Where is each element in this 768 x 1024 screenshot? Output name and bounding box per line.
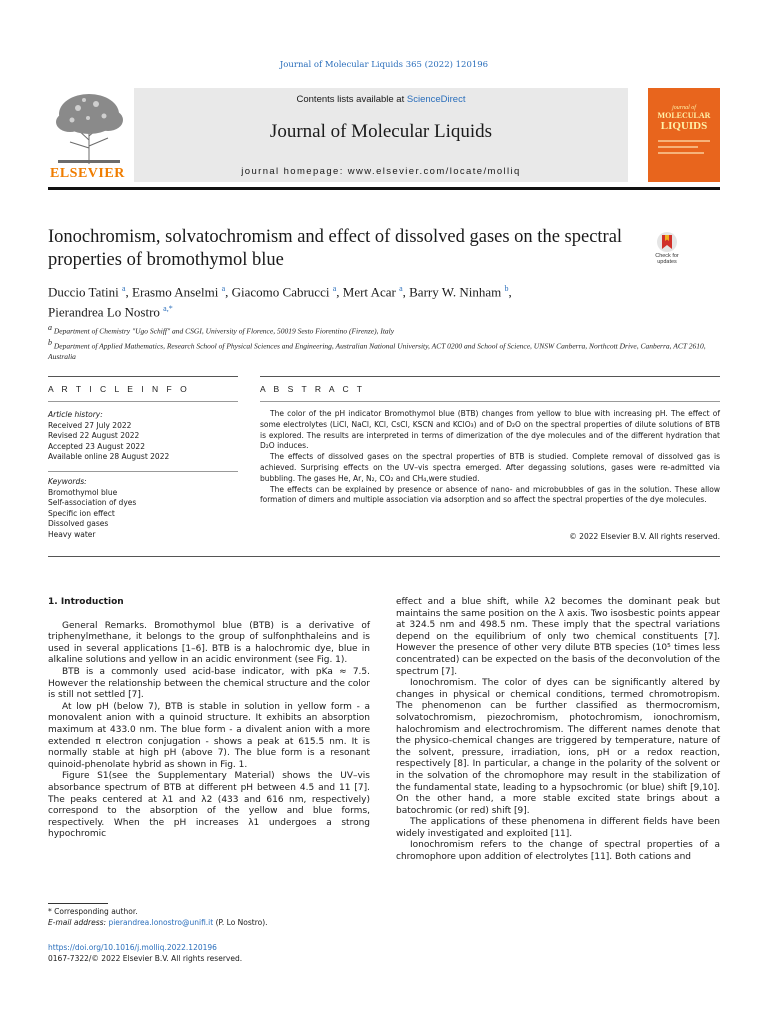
divider xyxy=(48,376,238,377)
contents-prefix: Contents lists available at xyxy=(296,94,407,105)
body-paragraph: At low pH (below 7), BTB is stable in solution in yellow form - a monovalent anion with a quinoid structure. It exhibits an absorption maximum at 433.0 nm. The blue form - a divalent anion with a more extended π electron conjugation - shows a peak at 615.5 nm. It is normally stable at high pH (above 7). The blue form is a resonant quinoid-phenolate hybrid as shown in Fig. 1. xyxy=(48,701,370,770)
author-name[interactable]: Erasmo Anselmi xyxy=(132,284,219,300)
history-item: Available online 28 August 2022 xyxy=(48,452,170,462)
affiliation-a: $^a$ Department of Chemistry "Ugo Schiff" and CSGI, University of Florence, 50019 Sesto Fiorentino (Firenze), Italy xyxy=(48,323,395,336)
author-list: Duccio Tatini $^a$, Erasmo Anselmi $^a$, Giacomo Cabrucci $^a$, Mert Acar $^a$, Barry W. Ninham $^b$, Pierandrea Lo Nostro $^{a,*}$ xyxy=(48,284,512,320)
journal-homepage[interactable]: journal homepage: www.elsevier.com/locate/molliq xyxy=(241,166,521,177)
author-affiliation-mark[interactable]: a,* xyxy=(163,304,173,314)
cover-title-line: MOLECULAR xyxy=(657,111,711,120)
article-title: Ionochromism, solvatochromism and effect of dissolved gases on the spectral properties of bromothymol blue xyxy=(48,227,623,270)
keywords-label: Keywords: xyxy=(48,476,87,486)
divider xyxy=(260,401,720,402)
journal-title: Journal of Molecular Liquids xyxy=(269,121,493,142)
abstract-body xyxy=(260,409,720,506)
author-affiliation-mark[interactable]: a xyxy=(221,284,226,293)
email-label: E-mail address: xyxy=(48,918,109,927)
author-affiliation-mark[interactable]: a xyxy=(121,284,126,293)
body-column-left xyxy=(48,597,370,841)
email-suffix: (P. Lo Nostro). xyxy=(213,918,268,927)
section-heading: 1. Introduction xyxy=(48,597,124,607)
author-name[interactable]: Giacomo Cabrucci xyxy=(231,284,330,300)
cover-title-line: LIQUIDS xyxy=(660,120,708,132)
cover-decoration xyxy=(658,146,698,148)
author-affiliation-mark[interactable]: a xyxy=(399,284,403,293)
article-info xyxy=(48,410,238,541)
abstract-paragraph: The color of the pH indicator Bromothymol blue (BTB) changes from yellow to blue with increasing pH. The effect of some electrolytes (LiCl, NaCl, KCl, CsCl, KSCN and KClO₃) and of D₂O on the spectral properties of dilute solutions of BTB is explored. The results are interpreted in terms of dimerization of the dye molecules and of the different hydration that D₂O induces. xyxy=(260,409,720,451)
keyword: Specific ion effect xyxy=(48,508,115,518)
cover-decoration xyxy=(658,140,710,142)
footnote xyxy=(48,906,368,928)
email-line xyxy=(48,917,368,928)
divider xyxy=(48,556,720,557)
divider xyxy=(48,471,238,472)
footnote-rule xyxy=(48,903,108,904)
body-paragraph: Ionochromism refers to the change of spectral properties of a chromophore upon addition of electrolytes [11]. Both cations and xyxy=(396,840,720,863)
journal-citation[interactable]: Journal of Molecular Liquids 365 (2022) 120196 xyxy=(279,60,489,70)
sciencedirect-link[interactable]: ScienceDirect xyxy=(406,94,466,105)
abstract-copyright: © 2022 Elsevier B.V. All rights reserved. xyxy=(569,532,720,541)
cover-title xyxy=(648,104,720,132)
history-item: Revised 22 August 2022 xyxy=(48,431,140,441)
check-for-updates-badge[interactable] xyxy=(648,231,686,271)
tree-icon xyxy=(48,88,130,166)
body-paragraph: General Remarks. Bromothymol blue (BTB) is a derivative of triphenylmethane, it belongs to the group of sulfonphthaleins and is used in several applications [1–6]. BTB is a halochromic dye, blue in alkaline solutions and yellow in an acidic environment (see Fig. 1). xyxy=(48,620,370,666)
corresponding-author-note: * Corresponding author. xyxy=(48,907,138,916)
publisher-name: ELSEVIER xyxy=(50,166,125,181)
keyword: Self-association of dyes xyxy=(48,498,137,508)
divider xyxy=(260,376,720,377)
history-label: Article history: xyxy=(48,410,103,419)
author-name[interactable]: Pierandrea Lo Nostro xyxy=(48,304,160,320)
email-link[interactable]: pierandrea.lonostro@unifi.it xyxy=(108,918,214,927)
keyword: Dissolved gases xyxy=(48,519,109,529)
history-item: Accepted 23 August 2022 xyxy=(48,441,145,451)
journal-masthead xyxy=(48,88,720,184)
doi-link[interactable]: https://doi.org/10.1016/j.molliq.2022.120196 xyxy=(48,943,217,952)
badge-label: Check for updates xyxy=(655,253,679,265)
bookmark-icon xyxy=(648,231,686,253)
abstract-paragraph: The effects of dissolved gases on the spectral properties of BTB is studied. Complete removal of dissolved gas is achieved. Surprising effects on the UV–vis spectra emerged. After degassing solutions, gases were re-admitted via bubbling. The gases He, Ar, N₂, CO₂ and CH₄,were studied. xyxy=(260,452,720,483)
author-affiliation-mark[interactable]: a xyxy=(332,284,337,293)
author-name[interactable]: Barry W. Ninham xyxy=(409,284,502,300)
journal-banner xyxy=(134,88,628,182)
cover-title-line: journal of xyxy=(672,105,696,111)
journal-cover-thumbnail[interactable] xyxy=(648,88,720,182)
keyword: Heavy water xyxy=(48,529,96,539)
author-name[interactable]: Mert Acar xyxy=(342,284,396,300)
divider xyxy=(48,401,238,402)
body-paragraph: effect and a blue shift, while λ2 becomes the dominant peak but maintains the same position on the λ axis. Two isosbestic points appear at 324.5 nm and 498.5 nm. These imply that the spectral variations depend on the equilibrium of only two chemical constituents [7]. However the presence of other very dilute BTB species (10⁵ times less concentrated) can be expected on the basis of the deconvolution of the spectrum [7]. xyxy=(396,597,720,677)
body-paragraph: BTB is a commonly used acid-base indicator, with pKa ≈ 7.5. However the relationship between the chemical structure and the color is still not settled [7]. xyxy=(48,666,370,701)
body-paragraph: Figure S1(see the Supplementary Material) shows the UV–vis absorbance spectrum of BTB at different pH between 4.5 and 11 [7]. The peaks centered at λ1 and λ2 (433 and 616 nm, respectively) correspond to the absorption of the yellow and blue forms, respectively. When the pH increases λ1 undergoes a strong hypochromic xyxy=(48,771,370,840)
author-affiliation-mark[interactable]: b xyxy=(504,284,509,293)
affiliation-b: $^b$ Department of Applied Mathematics, Research School of Physical Sciences and Engineering, Australian National University, ACT 0200 and School of Science, UNSW Canberra, Northcott Drive, Canberra, ACT 2610, Australia xyxy=(48,337,706,361)
body-column-right xyxy=(396,597,720,864)
abstract-paragraph: The effects can be explained by presence or absence of nano- and microbubbles of gas in the solution. These allow formation of dimers and multiple association via adsorption and so affect the spectral properties of the dye molecules. xyxy=(260,484,720,505)
affiliations xyxy=(48,322,720,362)
contents-line xyxy=(134,94,628,105)
cover-decoration xyxy=(658,152,704,154)
abstract-heading: A B S T R A C T xyxy=(260,384,366,394)
keyword: Bromothymol blue xyxy=(48,487,118,497)
body-paragraph: Ionochromism. The color of dyes can be significantly altered by changes in physical or chemical conditions, termed chromotropism. The phenomenon can be further classified as thermocromism, solvatochromism, piezochromism, photochromism, ionochromism, halochromism and electrochromism. The different names denote that the physico-chemical changes are triggered by temperature, nature of the solvent, pressure, irradiation, ions, pH or a redox reaction, respectively [8]. In particular, a change in the polarity of the solvent or in the solvation of the chromophore may result in the stabilization of the fundamental state, leading to a hypsochromic (or blue) shift [9,10]. On the other hand, a more stable excited state brings about a batochromic (or red) shift [9]. xyxy=(396,678,720,816)
history-item: Received 27 July 2022 xyxy=(48,420,132,430)
masthead-rule xyxy=(48,187,720,190)
author-name[interactable]: Duccio Tatini xyxy=(48,284,119,300)
article-info-heading: A R T I C L E I N F O xyxy=(48,384,190,394)
bottom-metadata xyxy=(48,942,368,964)
body-paragraph: The applications of these phenomena in different fields have been widely investigated and exploited [11]. xyxy=(396,817,720,839)
elsevier-logo[interactable] xyxy=(48,88,130,182)
issn-line: 0167-7322/© 2022 Elsevier B.V. All rights reserved. xyxy=(48,954,243,963)
